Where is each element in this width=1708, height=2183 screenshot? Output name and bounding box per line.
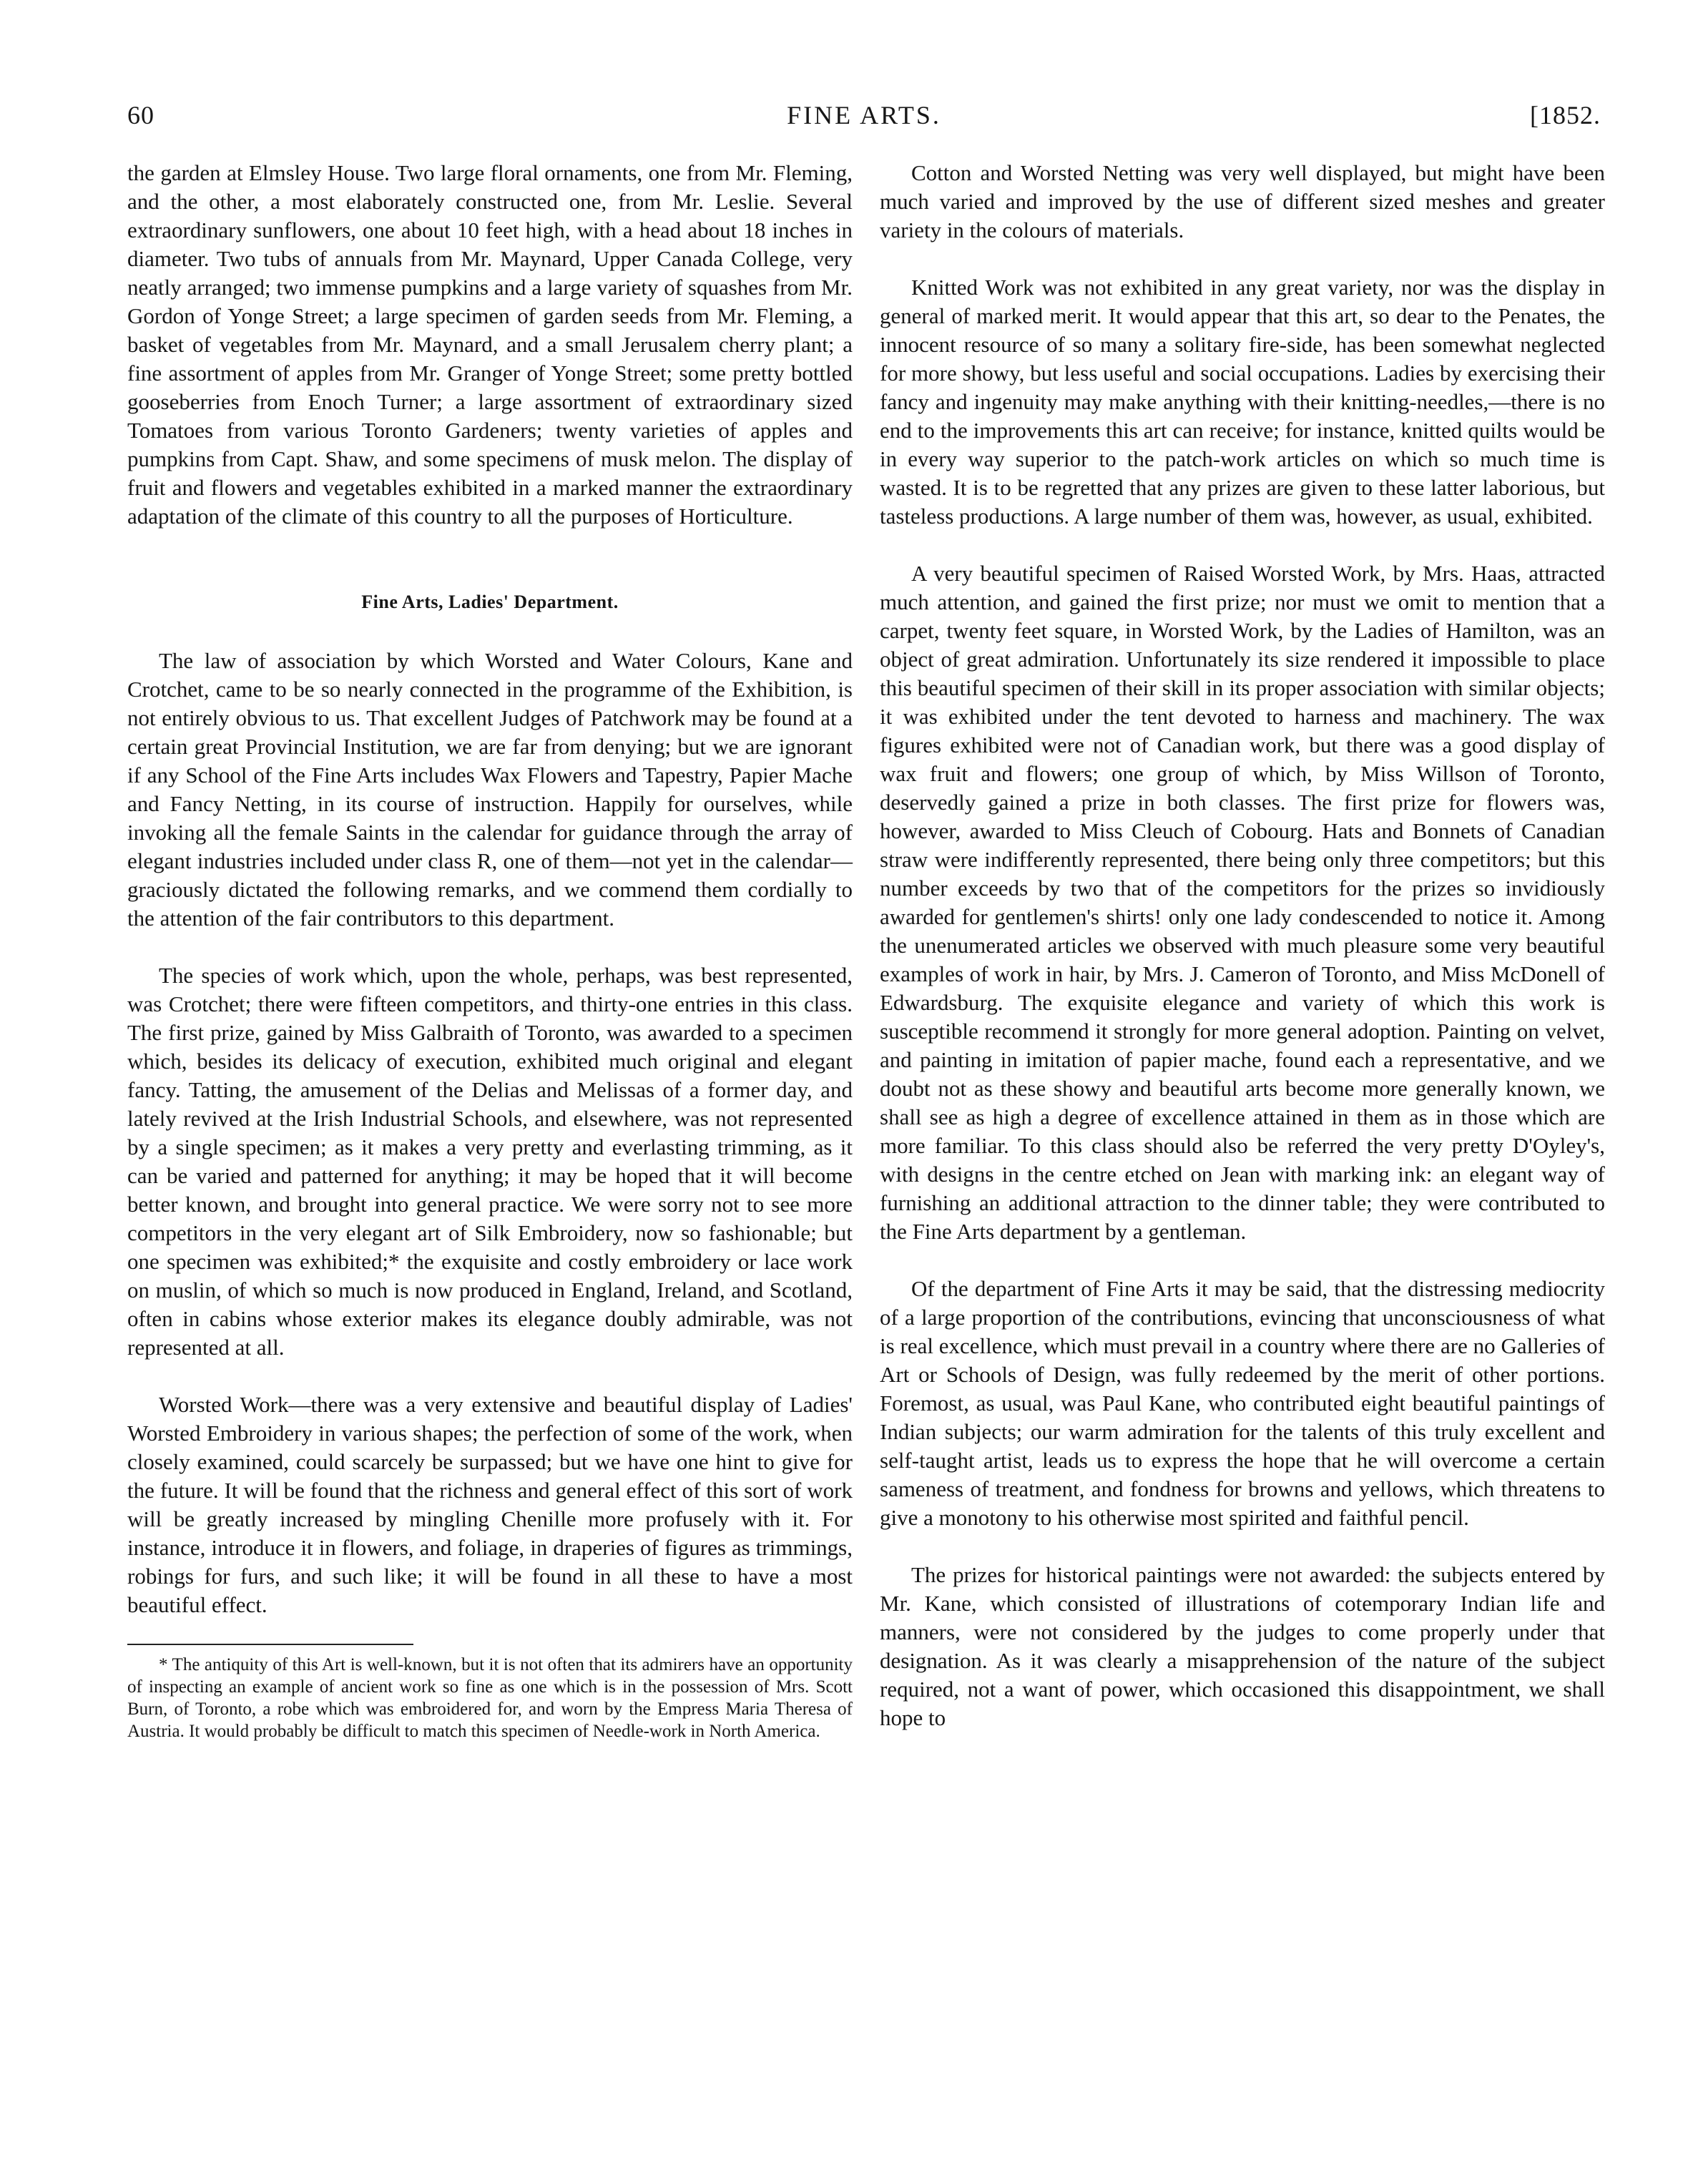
footnote-divider — [127, 1644, 413, 1645]
worsted-work-paragraph: Worsted Work—there was a very extensive and beautiful display of Ladies' Worsted Embroidery in various shapes; the perfection of some of the work, when closely examined, could scarcely be surpassed; but we have one hint to give for the future. It will be found that the richness and general effect of this sort of work will be greatly increased by mingling Chenille more profusely with it. For instance, introduce it in flowers, and foliage, in draperies of figures as trimmings, robings for furs, and such like; it will be found in all these to have a most beautiful effect. — [127, 1392, 853, 1617]
footnote: * The antiquity of this Art is well-known, but it is not often that its admirers have an opportunity of inspecting an example of ancient work so fine as one which is in the possession of Mrs. Scott Burn, of Toronto, a robe which was embroidered for, and worn by the Empress Maria Theresa of Austria. It would probably be difficult to match this specimen of Needle-work in North America. — [127, 1655, 853, 1741]
raised-worsted-paragraph: A very beautiful specimen of Raised Worsted Work, by Mrs. Haas, attracted much attention, and gained the first prize; nor must we omit to mention that a carpet, twenty feet square, in Worsted Work, by the Ladies of Hamilton, was an object of great admiration. Unfortunately its size rendered it impossible to place this beautiful specimen of their skill in its proper association with similar objects; it was exhibited under the tent devoted to harness and machinery. The wax figures exhibited were not of Canadian work, but there was a good display of wax fruit and flowers; one group of which, by Miss Willson of Toronto, deservedly gained a prize in both classes. The first prize for flowers was, however, awarded to Miss Cleuch of Cobourg. Hats and Bonnets of Canadian straw were indifferently represented, there being only three competitors; but this number exceeds by two that of the competitors for the prizes so invidiously awarded for gentlemen's shirts! only one lady condescended to notice it. Among the unenumerated articles we observed with much pleasure some very beautiful examples of work in hair, by Mrs. J. Cameron of Toronto, and Miss McDonell of Edwardsburg. The exquisite elegance and variety of which this work is susceptible recommend it strongly for more general adoption. Painting on velvet, and painting in imitation of papier mache, found each a representative, and we doubt not as these showy and beautiful arts become more generally known, we shall see as high a degree of excellence attained in them as in those which are more familiar. To this class should also be referred the very pretty D'Oyley's, with designs in the centre etched on Jean with marking ink: an elegant way of furnishing an additional attraction to the dinner table; they were contributed to the Fine Arts department by a gentleman. — [880, 561, 1605, 1244]
right-column — [880, 159, 1605, 1732]
left-column — [127, 159, 853, 1742]
crotchet-paragraph: The species of work which, upon the whole, perhaps, was best represented, was Crotchet; there were fifteen competitors, and thirty-one entries in this class. The first prize, gained by Miss Galbraith of Toronto, was awarded to a specimen which, besides its delicacy of execution, exhibited much original and elegant fancy. Tatting, the amusement of the Delias and Melissas of a former day, and lately revived at the Irish Industrial Schools, and elsewhere, was not represented by a single specimen; as it makes a very pretty and everlasting trimming, as it can be varied and patterned for anything; it may be hoped that it will become better known, and brought into general practice. We were sorry not to see more competitors in the very elegant art of Silk Embroidery, now so fashionable; but one specimen was exhibited;* the exquisite and costly embroidery or lace work on muslin, of which so much is now produced in England, Ireland, and Scotland, often in cabins whose exterior makes its elegance doubly admirable, was not represented at all. — [127, 963, 853, 1360]
running-header — [127, 100, 1601, 143]
horticulture-continuation-paragraph: the garden at Elmsley House. Two large floral ornaments, one from Mr. Fleming, and the other, a most elaborately constructed one, from Mr. Leslie. Several extraordinary sunflowers, one about 10 feet high, with a head about 18 inches in diameter. Two tubs of annuals from Mr. Maynard, Upper Canada College, very neatly arranged; two immense pumpkins and a large variety of squashes from Mr. Gordon of Yonge Street; a large specimen of garden seeds from Mr. Fleming, a basket of vegetables from Mr. Maynard, and a small Jerusalem cherry plant; a fine assortment of apples from Mr. Granger of Yonge Street; some pretty bottled gooseberries from Enoch Turner; a large assortment of extraordinary sized Tomatoes from various Toronto Gardeners; twenty varieties of apples and pumpkins from Capt. Shaw, and some specimens of musk melon. The display of fruit and flowers and vegetables exhibited in a marked manner the extraordinary adaptation of the climate of this country to all the purposes of Horticulture. — [127, 160, 853, 529]
header-year: [1852. — [1530, 101, 1601, 129]
netting-paragraph: Cotton and Worsted Netting was very well displayed, but might have been much varied and improved by the use of different sized meshes and greater variety in the colours of materials. — [880, 160, 1605, 242]
section-heading: Fine Arts, Ladies' Department. — [361, 592, 619, 612]
page-number: 60 — [127, 101, 154, 129]
association-paragraph: The law of association by which Worsted and Water Colours, Kane and Crotchet, came to be so nearly connected in the programme of the Exhibition, is not entirely obvious to us. That excellent Judges of Patchwork may be found at a certain great Provincial Institution, we are far from denying; but we are ignorant if any School of the Fine Arts includes Wax Flowers and Tapestry, Papier Mache and Fancy Netting, in its course of instruction. Happily for ourselves, while invoking all the female Saints in the calendar for guidance through the array of elegant industries included under class R, one of them—not yet in the calendar—graciously dictated the following remarks, and we commend them cordially to the attention of the fair contributors to this department. — [127, 648, 853, 931]
historical-prizes-paragraph: The prizes for historical paintings were not awarded: the subjects entered by Mr. Kane, which consisted of illustrations of cotemporary Indian life and manners, were not considered by the judges to come properly under that designation. As it was clearly a misapprehension of the nature of the subject required, not a want of power, which occasioned this disappointment, we shall hope to — [880, 1562, 1605, 1730]
running-title: FINE ARTS. — [787, 101, 941, 129]
fine-arts-department-paragraph: Of the department of Fine Arts it may be said, that the distressing mediocrity of a large proportion of the contributions, evincing that unconsciousness of what is real excellence, which must prevail in a country where there are no Galleries of Art or Schools of Design, was fully redeemed by the merit of other portions. Foremost, as usual, was Paul Kane, who contributed eight beautiful paintings of Indian subjects; our warm admiration for the talents of this truly excellent and self-taught artist, leads us to express the hope that he will overcome a certain sameness of treatment, and fondness for browns and yellows, which threatens to give a monotony to his otherwise most spirited and faithful pencil. — [880, 1276, 1605, 1530]
knitted-work-paragraph: Knitted Work was not exhibited in any great variety, nor was the display in general of marked merit. It would appear that this art, so dear to the Penates, the innocent resource of so many a solitary fire-side, has been somewhat neglected for more showy, but less useful and social occupations. Ladies by exercising their fancy and ingenuity may make anything with their knitting-needles,—there is no end to the improvements this art can receive; for instance, knitted quilts would be in every way superior to the patch-work articles on which so much time is wasted. It is to be regretted that any prizes are given to these latter laborious, but tasteless productions. A large number of them was, however, as usual, exhibited. — [880, 275, 1605, 529]
